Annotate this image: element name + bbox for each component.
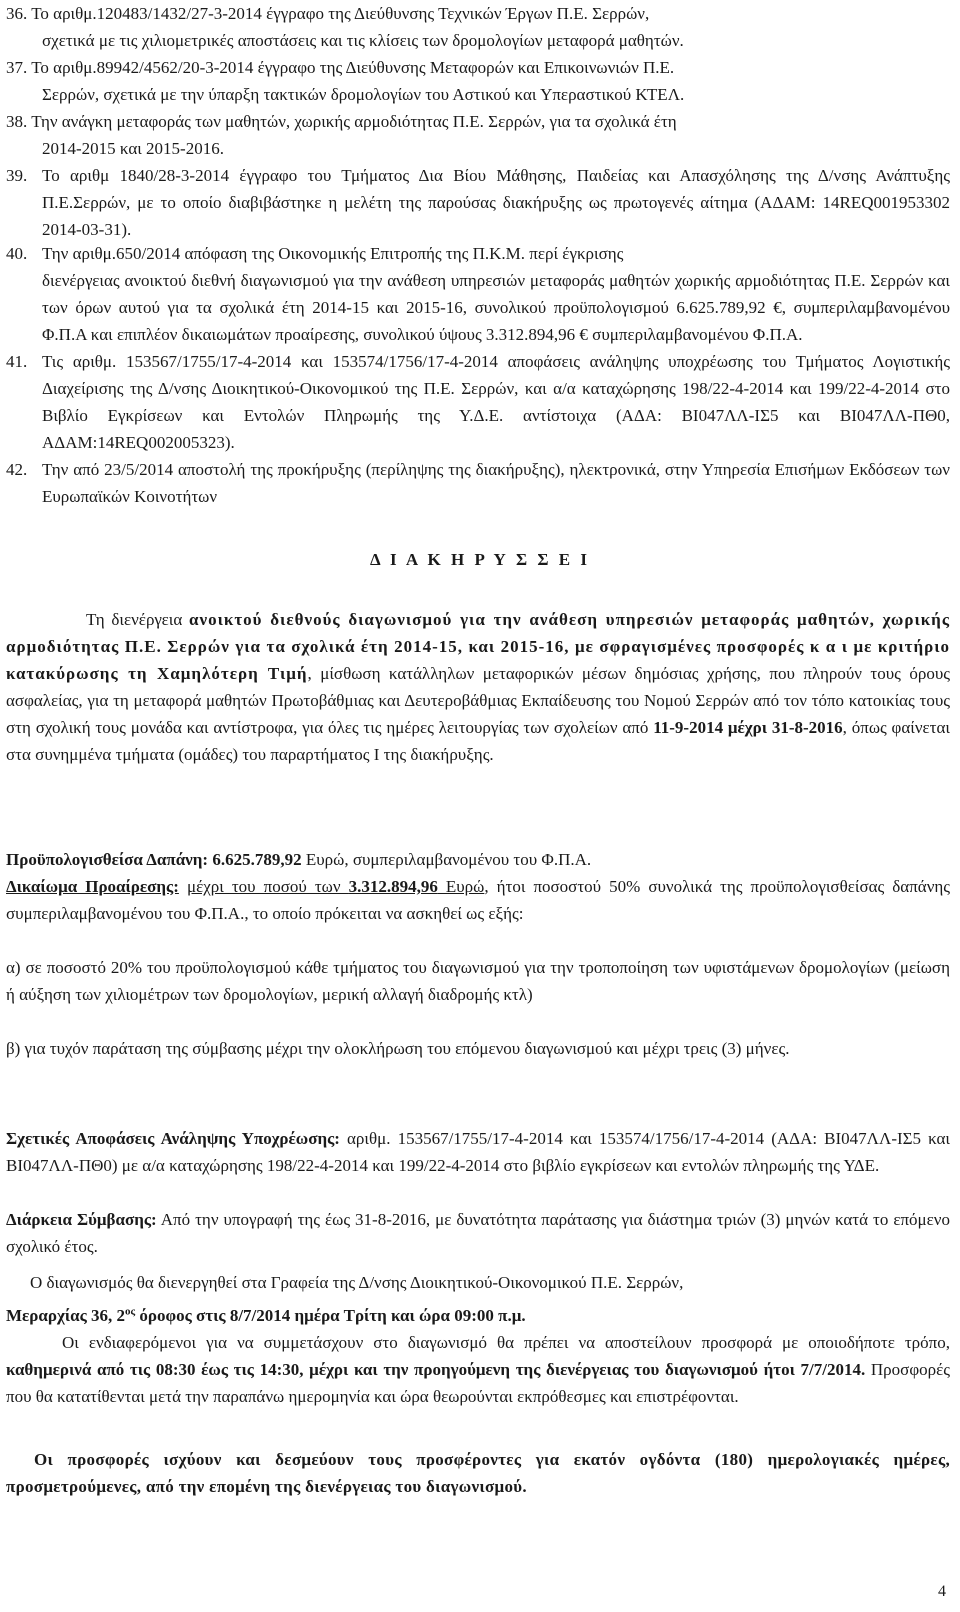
contract-period: 11-9-2014 μέχρι 31-8-2016 [653, 718, 843, 737]
item-36-line-1: 36. Το αριθμ.120483/1432/27-3-2014 έγγραφο της Διεύθυνσης Τεχνικών Έργων Π.Ε. Σερρών, [6, 4, 650, 23]
item-37-line-2: Σερρών, σχετικά με την ύπαρξη τακτικών δρομολογίων του Αστικού και Υπεραστικού ΚΤΕΛ. [42, 85, 685, 104]
item-42 [6, 456, 950, 510]
item-40-rest: διενέργειας ανοικτού διεθνή διαγωνισμού για την ανάθεση υπηρεσιών μεταφοράς μαθητών χωρικής αρμοδιότητας Π.Ε. Σερρών και των όρων αυτού για τα σχολικά έτη 2014-15 και 2015-16, συνολικού προϋπολογισμού 6.625.789,92 €, συμπεριλαμβανομένου Φ.Π.Α και επιπλέον δικαιωμάτων προαίρεσης, συνολικού ύψους 3.312.894,96 € συμπεριλαμβανομένου Φ.Π.Α. [42, 271, 950, 344]
item-39 [6, 162, 950, 243]
item-40-first-line: Την αριθμ.650/2014 απόφαση της Οικονομικής Επιτροπής της Π.Κ.Μ. περί έγκρισης [42, 244, 624, 263]
main-paragraph-bold-1: ανοικτού διεθνούς διαγωνισμού για την ανάθεση υπηρεσιών μεταφοράς μαθητών, χωρικής αρμοδιότητας Π.Ε. Σερρών για τα σχολικά έτη 2014-15, και 2015-16, με σφραγισμένες προσφορές κ α ι με κριτήριο κατακύρωσης τη Χαμηλότερη Τιμή [6, 610, 950, 683]
page-number: 4 [938, 1583, 946, 1600]
item-39-number: 39. [6, 166, 28, 185]
decisions-label: Σχετικές Αποφάσεις Ανάληψης Υποχρέωσης: [6, 1129, 340, 1148]
item-36-line-2: σχετικά με τις χιλιομετρικές αποστάσεις και τις κλίσεις των δρομολογίων μεταφορά μαθητών. [42, 31, 684, 50]
venue-street: Μεραρχίας 36, 2 [6, 1306, 126, 1325]
main-paragraph [6, 606, 950, 768]
decisions-rest: αριθμ. 153567/1755/17-4-2014 και 153574/1756/17-4-2014 (ΑΔΑ: ΒΙ047ΛΛ-ΙΣ5 και ΒΙ047ΛΛ-ΠΘ0) με α/α καταχώρησης 198/22-4-2014 και 199/22-4-2014 στο βιβλίο εγκρίσεων και εντολών πληρωμής της ΥΔΕ. [6, 1129, 950, 1175]
venue-address [6, 1302, 950, 1329]
item-40-text [42, 240, 950, 348]
item-41-number: 41. [6, 352, 28, 371]
option-label: Δικαίωμα Προαίρεσης: [6, 877, 179, 896]
submission-intro: Οι ενδιαφερόμενοι για να συμμετάσχουν στο διαγωνισμό θα πρέπει να αποστείλουν προσφορά με οποιοδήποτε τρόπο, [62, 1333, 950, 1352]
item-41 [6, 348, 950, 456]
budget-label: Προϋπολογισθείσα Δαπάνη: [6, 850, 209, 869]
option-item-a: α) σε ποσοστό 20% του προϋπολογισμού κάθε τμήματος του διαγωνισμού για την τροποποίηση των υφιστάμενων δρομολογίων (μείωση ή αύξηση των χιλιομέτρων των δρομολογίων, μερική αλλαγή διαδρομής κτλ) [6, 958, 950, 1004]
item-36 [6, 0, 950, 54]
duration-rest: Από την υπογραφή της έως 31-8-2016, με δυνατότητα παράτασης για διάστημα τριών (3) μηνών κατά το επόμενο σχολικό έτος. [6, 1210, 950, 1256]
submission-hours: καθημερινά από τις 08:30 έως τις 14:30, μέχρι και την προηγούμενη της διενέργειας του διαγωνισμού ήτοι 7/7/2014. [6, 1360, 866, 1379]
submission-end: Προσφορές που θα κατατίθενται μετά την παραπάνω ημερομηνία και ώρα θεωρούνται εκπρόθεσμες και επιστρέφονται. [6, 1360, 950, 1406]
budget-rest: Ευρώ, συμπεριλαμβανομένου του Φ.Π.Α. [301, 850, 592, 869]
duration-label: Διάρκεια Σύμβασης: [6, 1210, 157, 1229]
venue-line: Ο διαγωνισμός θα διενεργηθεί στα Γραφεία της Δ/νσης Διοικητικού-Οικονομικού Π.Ε. Σερρών, [30, 1273, 684, 1292]
venue-superscript: ος [125, 1305, 136, 1318]
contract-duration [6, 1206, 950, 1260]
option-item-b: β) για τυχόν παράταση της σύμβασης μέχρι την ολοκλήρωση του επόμενου διαγωνισμού και μέχρι τρεις (3) μήνες. [6, 1039, 790, 1058]
item-37-line-1: 37. Το αριθμ.89942/4562/20-3-2014 έγγραφο της Διεύθυνσης Μεταφορών και Επικοινωνιών Π.Ε. [6, 58, 675, 77]
main-paragraph-intro: Τη διενέργεια [86, 610, 190, 629]
venue-datetime: όροφος στις 8/7/2014 ημέρα Τρίτη και ώρα 09:00 π.μ. [135, 1306, 526, 1325]
option-amount: 3.312.894,96 [348, 877, 438, 896]
option-currency: Ευρώ [437, 877, 485, 896]
submission-paragraph [6, 1329, 950, 1410]
item-40 [6, 240, 950, 348]
item-42-number: 42. [6, 460, 28, 479]
validity-paragraph: Οι προσφορές ισχύουν και δεσμεύουν τους προσφέροντες για εκατόν ογδόντα (180) ημερολογιακές ημέρες, προσμετρούμενες, από την επομένη της διενέργειας του διαγωνισμού. [6, 1450, 950, 1496]
commitment-decisions [6, 1125, 950, 1179]
main-paragraph-body: , μίσθωση κατάλληλων μεταφορικών μέσων δημόσιας χρήσης, που πληρούν τους όρους ασφαλείας, για τη μεταφορά μαθητών Πρωτοβάθμιας και Δευτεροβάθμιας Εκπαίδευσης του Νομού Σερρών από τον τόπο κατοικίας τους στη σχολική τους μονάδα και αντίστροφα, για όλες τις ημέρες λειτουργίας των σχολείων από [6, 664, 950, 737]
main-paragraph-end: , όπως φαίνεται στα συνημμένα τμήματα (ομάδες) του παραρτήματος Ι της διακήρυξης. [6, 718, 950, 764]
budget-line [6, 846, 950, 873]
item-38-line-2: 2014-2015 και 2015-2016. [42, 139, 224, 158]
item-39-text: Το αριθμ 1840/28-3-2014 έγγραφο του Τμήματος Δια Βίου Μάθησης, Παιδείας και Απασχόλησης της Δ/νσης Ανάπτυξης Π.Ε.Σερρών, με το οποίο διαβιβάστηκε η μελέτη της παρούσας διακήρυξης ως πρωτογενές αίτημα (ΑΔΑΜ: 14REQ001953302 2014-03-31). [42, 166, 950, 239]
option-right [6, 873, 950, 927]
budget-amount: 6.625.789,92 [212, 850, 302, 869]
option-upto: μέχρι του ποσού των [186, 877, 349, 896]
option-rest: , ήτοι ποσοστού 50% συνολικά της προϋπολογισθείσας δαπάνης συμπεριλαμβανομένου του Φ.Π.Α., το οποίο πρόκειται να ασκηθεί ως εξής: [6, 877, 951, 923]
declaration-title: Δ Ι Α Κ Η Ρ Υ Σ Σ Ε Ι [370, 550, 590, 569]
item-38-line-1: 38. Την ανάγκη μεταφοράς των μαθητών, χωρικής αρμοδιότητας Π.Ε. Σερρών, για τα σχολικά έτη [6, 112, 677, 131]
item-38 [6, 108, 950, 162]
item-40-number: 40. [6, 244, 28, 263]
item-37 [6, 54, 950, 108]
item-41-text: Τις αριθμ. 153567/1755/17-4-2014 και 153574/1756/17-4-2014 αποφάσεις ανάληψης υποχρέωσης του Τμήματος Λογιστικής Διαχείρισης της Δ/νσης Διοικητικού-Οικονομικού της Π.Ε. Σερρών, και α/α καταχώρησης 198/22-4-2014 και 199/22-4-2014 στο Βιβλίο Εγκρίσεων και Εντολών Πληρωμής της Υ.Δ.Ε. αντίστοιχα (ΑΔΑ: ΒΙ047ΛΛ-ΙΣ5 και ΒΙ047ΛΛ-ΠΘ0, ΑΔΑΜ:14REQ002005323). [42, 352, 950, 452]
item-42-text: Την από 23/5/2014 αποστολή της προκήρυξης (περίληψης της διακήρυξης), ηλεκτρονικά, στην Υπηρεσία Επισήμων Εκδόσεων των Ευρωπαϊκών Κοινοτήτων [42, 460, 950, 506]
